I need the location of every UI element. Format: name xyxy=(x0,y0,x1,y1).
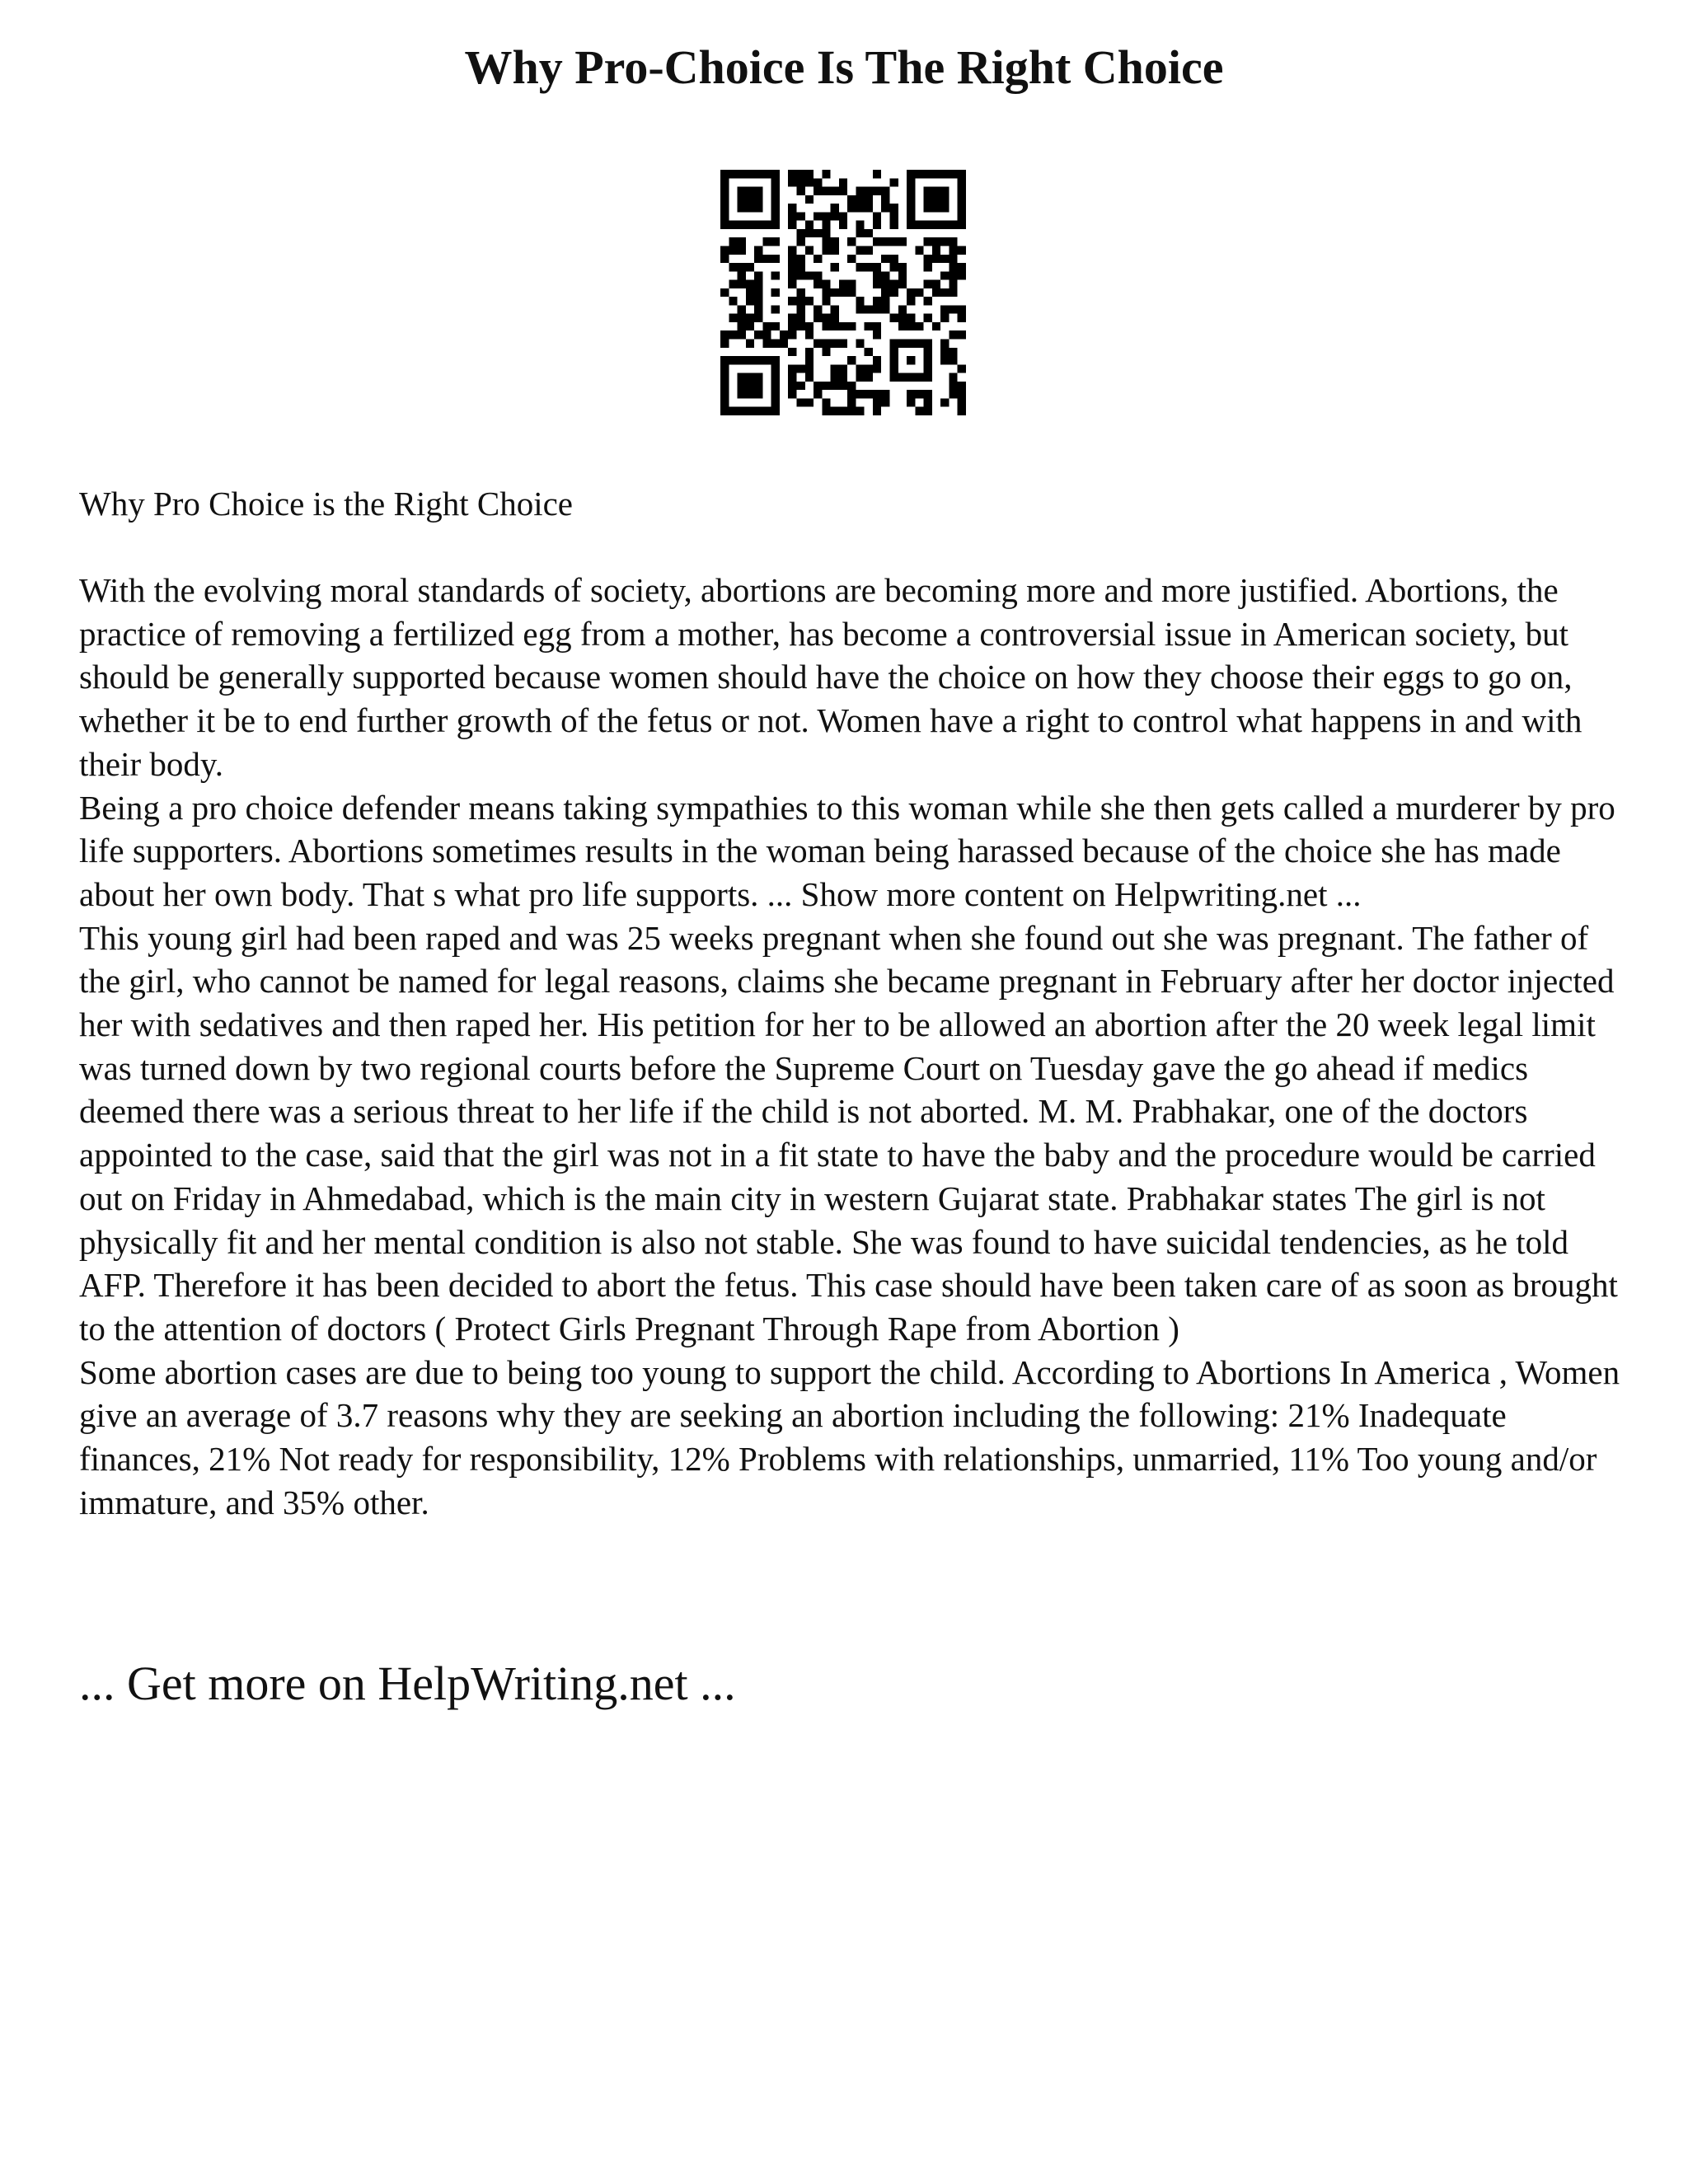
document-title: Why Pro-Choice Is The Right Choice xyxy=(464,40,1224,94)
get-more-link[interactable]: ... Get more on HelpWriting.net ... xyxy=(79,1657,736,1710)
qr-code-icon xyxy=(720,170,966,415)
document-subtitle: Why Pro Choice is the Right Choice xyxy=(79,485,573,523)
paragraph-4: Some abortion cases are due to being too young to support the child. According to Abortions In America , Women give an average of 3.7 reasons why they are seeking an abortion including the following: 21% Inadequate finances, 21% Not ready for responsibility, 12% Problems with relationships, unmarried, 11% Too young and/or immature, and 35% other. xyxy=(79,1352,1620,1521)
body-text xyxy=(79,569,1620,1524)
paragraph-2: Being a pro choice defender means taking sympathies to this woman while she then gets called a murderer by pro life supporters. Abortions sometimes results in the woman being harassed because of the choice she has made about her own body. That s what pro life supports. ... Show more content on Helpwriting.net ... xyxy=(79,788,1615,913)
paragraph-3: This young girl had been raped and was 25 weeks pregnant when she found out she was pregnant. The father of the girl, who cannot be named for legal reasons, claims she became pregnant in February after her doctor injected her with sedatives and then raped her. His petition for her to be allowed an abortion after the 20 week legal limit was turned down by two regional courts before the Supreme Court on Tuesday gave the go ahead if medics deemed there was a serious threat to her life if the child is not aborted. M. M. Prabhakar, one of the doctors appointed to the case, said that the girl was not in a fit state to have the baby and the procedure would be carried out on Friday in Ahmedabad, which is the main city in western Gujarat state. Prabhakar states The girl is not physically fit and her mental condition is also not stable. She was found to have suicidal tendencies, as he told AFP. Therefore it has been decided to abort the fetus. This case should have been taken care of as soon as brought to the attention of doctors ( Protect Girls Pregnant Through Rape from Abortion ) xyxy=(79,918,1618,1347)
paragraph-1: With the evolving moral standards of society, abortions are becoming more and more justified. Abortions, the practice of removing a fertilized egg from a mother, has become a controversial issue in American society, but should be generally supported because women should have the choice on how they choose their eggs to go on, whether it be to end further growth of the fetus or not. Women have a right to control what happens in and with their body. xyxy=(79,571,1582,783)
